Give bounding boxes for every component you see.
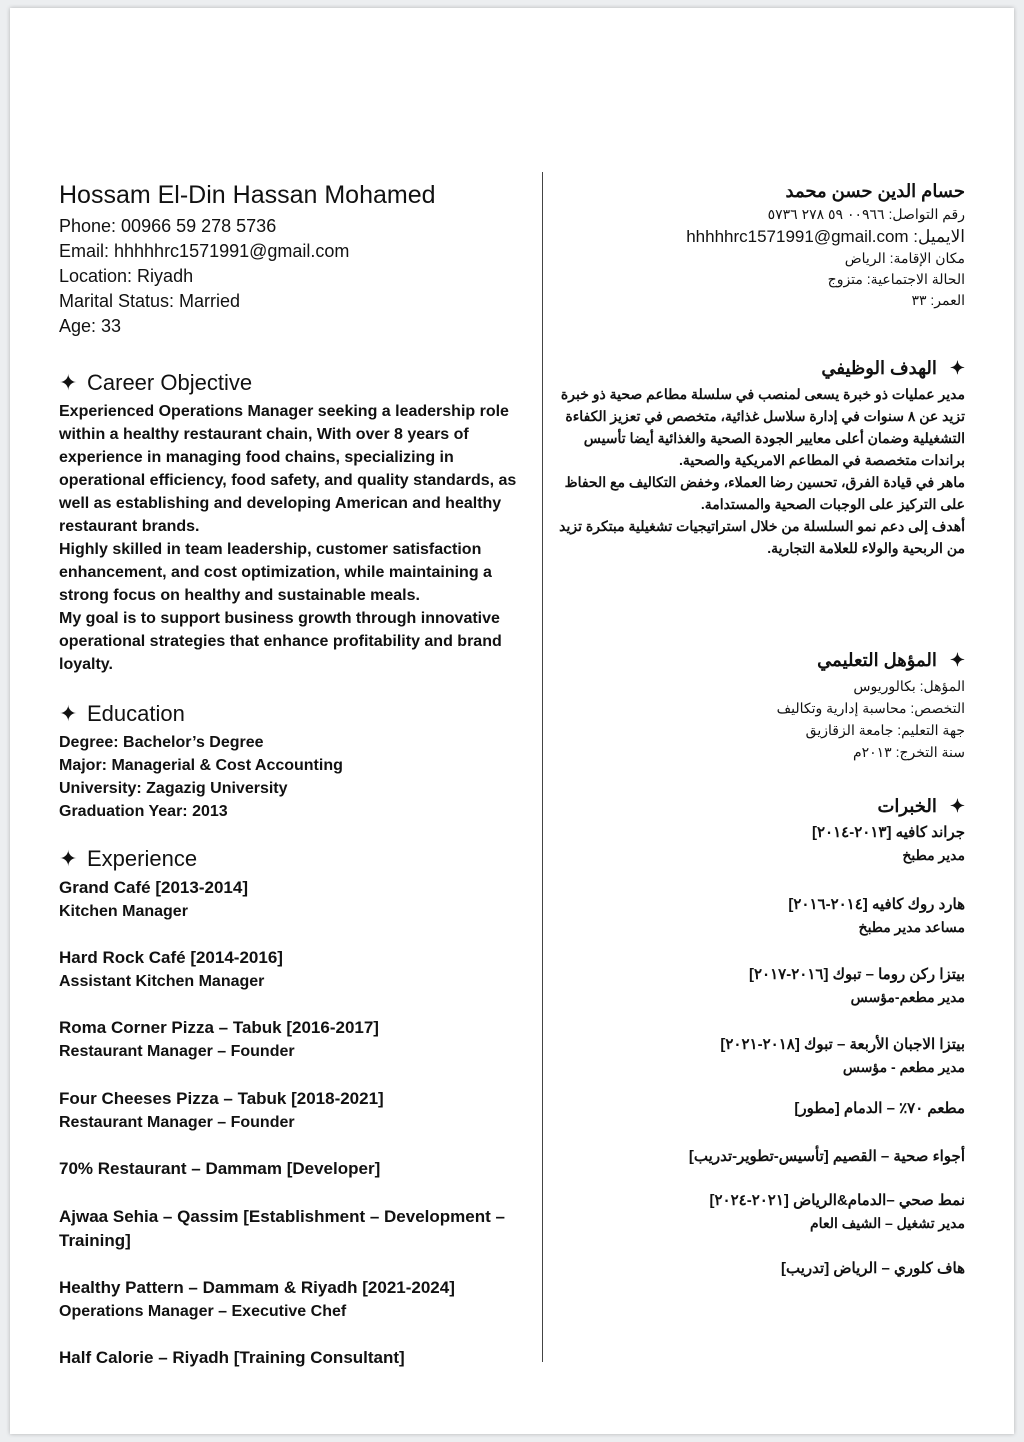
experience-role: مدير مطعم-مؤسس: [850, 989, 965, 1005]
experience-item: [558, 1189, 965, 1257]
experience-title: بيتزا الاجبان الأربعة – تبوك [٢٠١٨-٢٠٢١]: [720, 1036, 965, 1053]
experience-item: [558, 1033, 965, 1097]
experience-heading-ar: [558, 793, 965, 819]
experience-title: Half Calorie – Riyadh [Training Consultant]: [59, 1348, 405, 1367]
graduation-en: Graduation Year: 2013: [59, 803, 228, 820]
experience-title: Ajwaa Sehia – Qassim [Establishment – Development – Training]: [59, 1207, 505, 1250]
objective-title-ar: الهدف الوظيفي: [821, 358, 937, 378]
sparkle-icon: ✦: [949, 796, 965, 816]
objective-heading-en: [59, 369, 535, 397]
experience-role: مدير تشغيل – الشيف العام: [810, 1215, 965, 1231]
university-en: University: Zagazig University: [59, 780, 288, 797]
objective-p3-en: My goal is to support business growth through innovative operational strategies that enhance profitability and brand loyalty.: [59, 610, 502, 673]
experience-item: [59, 1346, 535, 1370]
column-divider: [542, 172, 543, 1362]
email-ar: الايميل: hhhhhrc1571991@gmail.com: [686, 227, 965, 246]
experience-title-ar: الخبرات: [877, 796, 937, 816]
objective-p1-en: Experienced Operations Manager seeking a leadership role within a healthy restaurant chain, With over 8 years of experience in managing food chains, specializing in operational efficiency, food safety, and quality standards, as well as establishing and developing American and healthy restaurant brands.: [59, 403, 517, 535]
english-column: [59, 178, 535, 1370]
experience-item: [59, 876, 535, 946]
arabic-column: [558, 178, 965, 1280]
experience-item: [558, 821, 965, 893]
education-title-en: Education: [87, 701, 185, 726]
experience-role: Operations Manager – Executive Chef: [59, 1303, 347, 1320]
age-ar: العمر: ٣٣: [911, 292, 965, 308]
experience-title: مطعم ٧٠٪ – الدمام [مطور]: [794, 1100, 965, 1117]
email-en: Email: hhhhhrc1571991@gmail.com: [59, 241, 350, 261]
experience-role: مدير مطبخ: [902, 847, 965, 863]
sparkle-icon: ✦: [59, 370, 78, 395]
degree-en: Degree: Bachelor’s Degree: [59, 734, 264, 751]
experience-title: هاف كلوري – الرياض [تدريب]: [781, 1260, 965, 1277]
marital-en: Marital Status: Married: [59, 291, 241, 311]
experience-item: [558, 963, 965, 1033]
experience-title: هارد روك كافيه [٢٠١٤-٢٠١٦]: [788, 896, 965, 913]
resume-page: [10, 8, 1014, 1434]
experience-title: أجواء صحية – القصيم [تأسيس-تطوير-تدريب]: [688, 1148, 965, 1165]
experience-item: [59, 1157, 535, 1205]
experience-item: [59, 1087, 535, 1157]
experience-role: Assistant Kitchen Manager: [59, 973, 265, 990]
objective-p2-en: Highly skilled in team leadership, customer satisfaction enhancement, and cost optimization, while maintaining a strong focus on healthy and sustainable meals.: [59, 541, 492, 604]
experience-item: [558, 893, 965, 963]
major-en: Major: Managerial & Cost Accounting: [59, 757, 343, 774]
location-ar: مكان الإقامة: الرياض: [844, 250, 965, 266]
experience-item: [59, 1205, 535, 1276]
education-heading-en: [59, 700, 535, 728]
education-heading-ar: [558, 647, 965, 673]
experience-role: Kitchen Manager: [59, 903, 188, 920]
sparkle-icon: ✦: [949, 650, 965, 670]
graduation-ar: سنة التخرج: ٢٠١٣م: [852, 744, 965, 760]
experience-title: Roma Corner Pizza – Tabuk [2016-2017]: [59, 1018, 379, 1037]
experience-item: [59, 1016, 535, 1087]
experience-role: مدير مطعم - مؤسس: [842, 1059, 965, 1075]
experience-title: Hard Rock Café [2014-2016]: [59, 948, 283, 967]
phone-en: Phone: 00966 59 278 5736: [59, 216, 277, 236]
experience-heading-en: [59, 845, 535, 873]
name-en: Hossam El-Din Hassan Mohamed: [59, 181, 436, 209]
major-ar: التخصص: محاسبة إدارية وتكاليف: [776, 700, 965, 716]
name-ar: حسام الدين حسن محمد: [785, 181, 965, 201]
experience-title: Grand Café [2013-2014]: [59, 878, 248, 897]
location-en: Location: Riyadh: [59, 266, 194, 286]
experience-title: نمط صحي –الدمام&الرياض [٢٠٢١-٢٠٢٤]: [709, 1192, 965, 1209]
experience-item: [558, 1145, 965, 1189]
objective-heading-ar: [558, 355, 965, 381]
objective-title-en: Career Objective: [87, 370, 253, 395]
experience-title: Four Cheeses Pizza – Tabuk [2018-2021]: [59, 1089, 384, 1108]
experience-item: [558, 1257, 965, 1280]
experience-item: [59, 1276, 535, 1346]
objective-p3-ar: أهدف إلى دعم نمو السلسلة من خلال استراتيجيات تشغيلية مبتكرة تزيد من الربحية والولاء للعلامة التجارية.: [559, 518, 965, 556]
sparkle-icon: ✦: [949, 358, 965, 378]
experience-role: Restaurant Manager – Founder: [59, 1043, 295, 1060]
experience-title: جراند كافيه [٢٠١٣-٢٠١٤]: [811, 824, 965, 841]
marital-ar: الحالة الاجتماعية: متزوج: [827, 271, 965, 287]
age-en: Age: 33: [59, 316, 122, 336]
experience-item: [558, 1097, 965, 1145]
sparkle-icon: ✦: [59, 846, 78, 871]
experience-title: بيتزا ركن روما – تبوك [٢٠١٦-٢٠١٧]: [748, 966, 965, 983]
degree-ar: المؤهل: بكالوريوس: [853, 678, 965, 694]
education-title-ar: المؤهل التعليمي: [817, 650, 937, 670]
university-ar: جهة التعليم: جامعة الزقازيق: [805, 722, 965, 738]
experience-role: Restaurant Manager – Founder: [59, 1114, 295, 1131]
sparkle-icon: ✦: [59, 701, 78, 726]
experience-title: Healthy Pattern – Dammam & Riyadh [2021-2024]: [59, 1278, 455, 1297]
objective-p1-ar: مدير عمليات ذو خبرة يسعى لمنصب في سلسلة مطاعم صحية ذو خبرة تزيد عن ٨ سنوات في إدارة سلاسل غذائية، متخصص في تعزيز الكفاءة التشغيلية وضمان أعلى معايير الجودة الصحية والغذائية أيضا تأسيس براندات متخصصة في المطاعم الامريكية والصحية.: [560, 386, 965, 468]
objective-p2-ar: ماهر في قيادة الفرق، تحسين رضا العملاء، وخفض التكاليف مع الحفاظ على التركيز على الوجبات الصحية والمستدامة.: [564, 474, 965, 512]
experience-role: مساعد مدير مطبخ: [858, 919, 965, 935]
experience-title-en: Experience: [87, 846, 198, 871]
experience-item: [59, 946, 535, 1016]
phone-ar: رقم التواصل: ٠٠٩٦٦ ٥٩ ٢٧٨ ٥٧٣٦: [767, 206, 965, 222]
experience-title: 70% Restaurant – Dammam [Developer]: [59, 1159, 381, 1178]
